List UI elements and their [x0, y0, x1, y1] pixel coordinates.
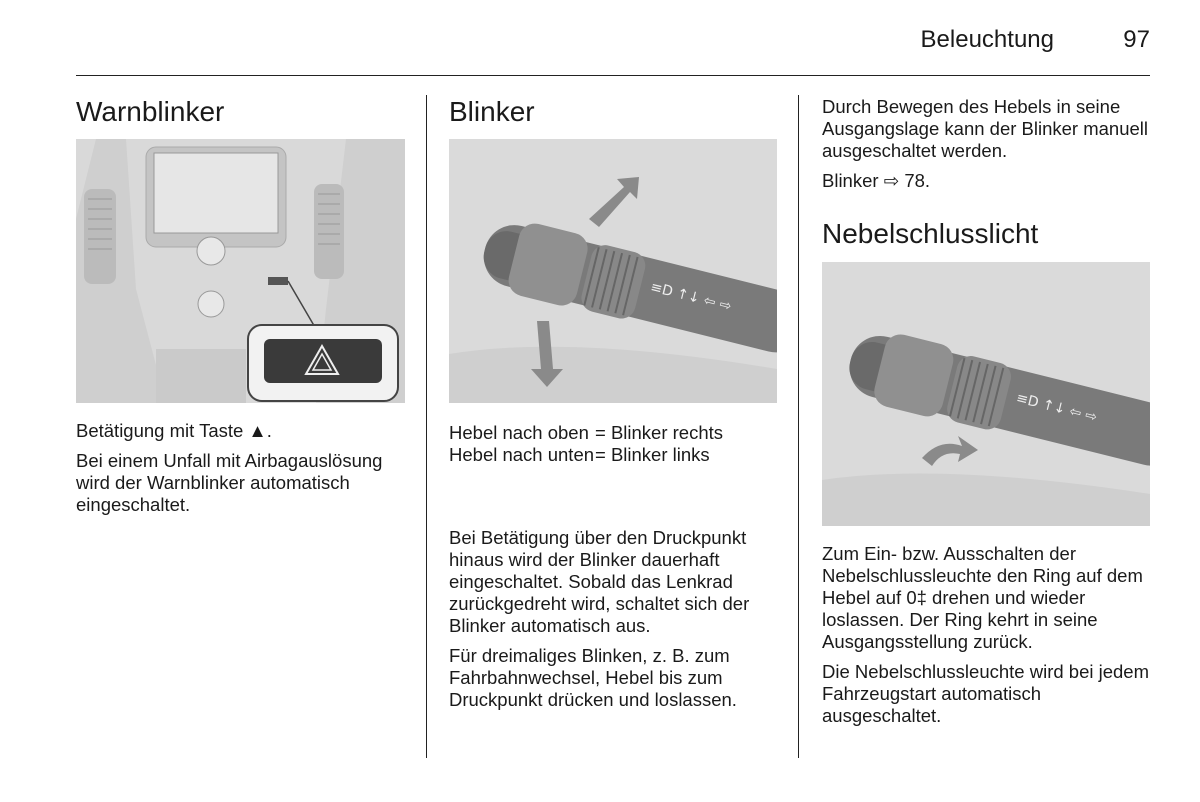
definition-term: Hebel nach unten	[449, 444, 595, 465]
svg-text:≡D ↑↓ ⇦ ⇨: ≡D ↑↓ ⇦ ⇨	[648, 279, 733, 315]
blinker-text	[449, 527, 779, 711]
definition-value: = Blinker links	[595, 444, 710, 465]
nebel-section	[822, 218, 1152, 250]
blinker-para-2: Für dreimaliges Blinken, z. B. zum Fahrbahnwechsel, Hebel bis zum Druckpunkt drücken und loslassen.	[449, 645, 737, 710]
warnblinker-para-2: Bei einem Unfall mit Airbagauslösung wird der Warnblinker automatisch eingeschaltet.	[76, 450, 383, 515]
nebel-heading: Nebelschlusslicht	[822, 218, 1039, 249]
dashboard-illustration	[76, 139, 405, 403]
nebel-text	[822, 543, 1152, 727]
definition-value: = Blinker rechts	[595, 422, 724, 443]
definition-row	[449, 444, 779, 466]
definition-row	[449, 422, 779, 444]
turn-signal-lever-figure	[449, 139, 777, 403]
warnblinker-section	[76, 96, 406, 128]
definition-term: Hebel nach oben	[449, 422, 589, 443]
blinker-para-1: Bei Betätigung über den Druckpunkt hinaus wird der Blinker dauerhaft eingeschaltet. Sobald das Lenkrad zurückgedreht wird, schaltet sich der Blinker automatisch aus.	[449, 527, 750, 636]
column-divider-1	[426, 95, 427, 758]
lever-illustration	[449, 139, 777, 403]
hazard-switch-figure	[76, 139, 405, 403]
rear-fog-lever-figure	[822, 262, 1150, 526]
page-number: 97	[1123, 26, 1150, 53]
fog-lever-illustration	[822, 262, 1150, 526]
warnblinker-para-1: Betätigung mit Taste ▲.	[76, 420, 272, 441]
warnblinker-heading: Warnblinker	[76, 96, 225, 127]
blinker-definition-list	[449, 422, 779, 466]
blinker-section	[449, 96, 779, 128]
svg-text:≡D ↑↓ ⇦ ⇨: ≡D ↑↓ ⇦ ⇨	[1014, 390, 1099, 426]
column-3-intro	[822, 96, 1152, 192]
header-rule	[76, 75, 1150, 76]
blinker-page-reference: Blinker ⇨ 78.	[822, 170, 931, 191]
nebel-para-2: Die Nebelschlussleuchte wird bei jedem Fahrzeugstart automatisch ausgeschaltet.	[822, 661, 1149, 726]
column-divider-2	[798, 95, 799, 758]
nebel-para-1: Zum Ein- bzw. Ausschalten der Nebelschlussleuchte den Ring auf dem Hebel auf 0‡ drehen und wieder loslassen. Der Ring kehrt in seine Ausgangsstellung zurück.	[822, 543, 1143, 652]
col3-para-1: Durch Bewegen des Hebels in seine Ausgangslage kann der Blinker manuell ausgeschaltet werden.	[822, 96, 1149, 161]
warnblinker-text	[76, 420, 406, 516]
header-title: Beleuchtung	[920, 26, 1054, 53]
blinker-heading: Blinker	[449, 96, 535, 127]
